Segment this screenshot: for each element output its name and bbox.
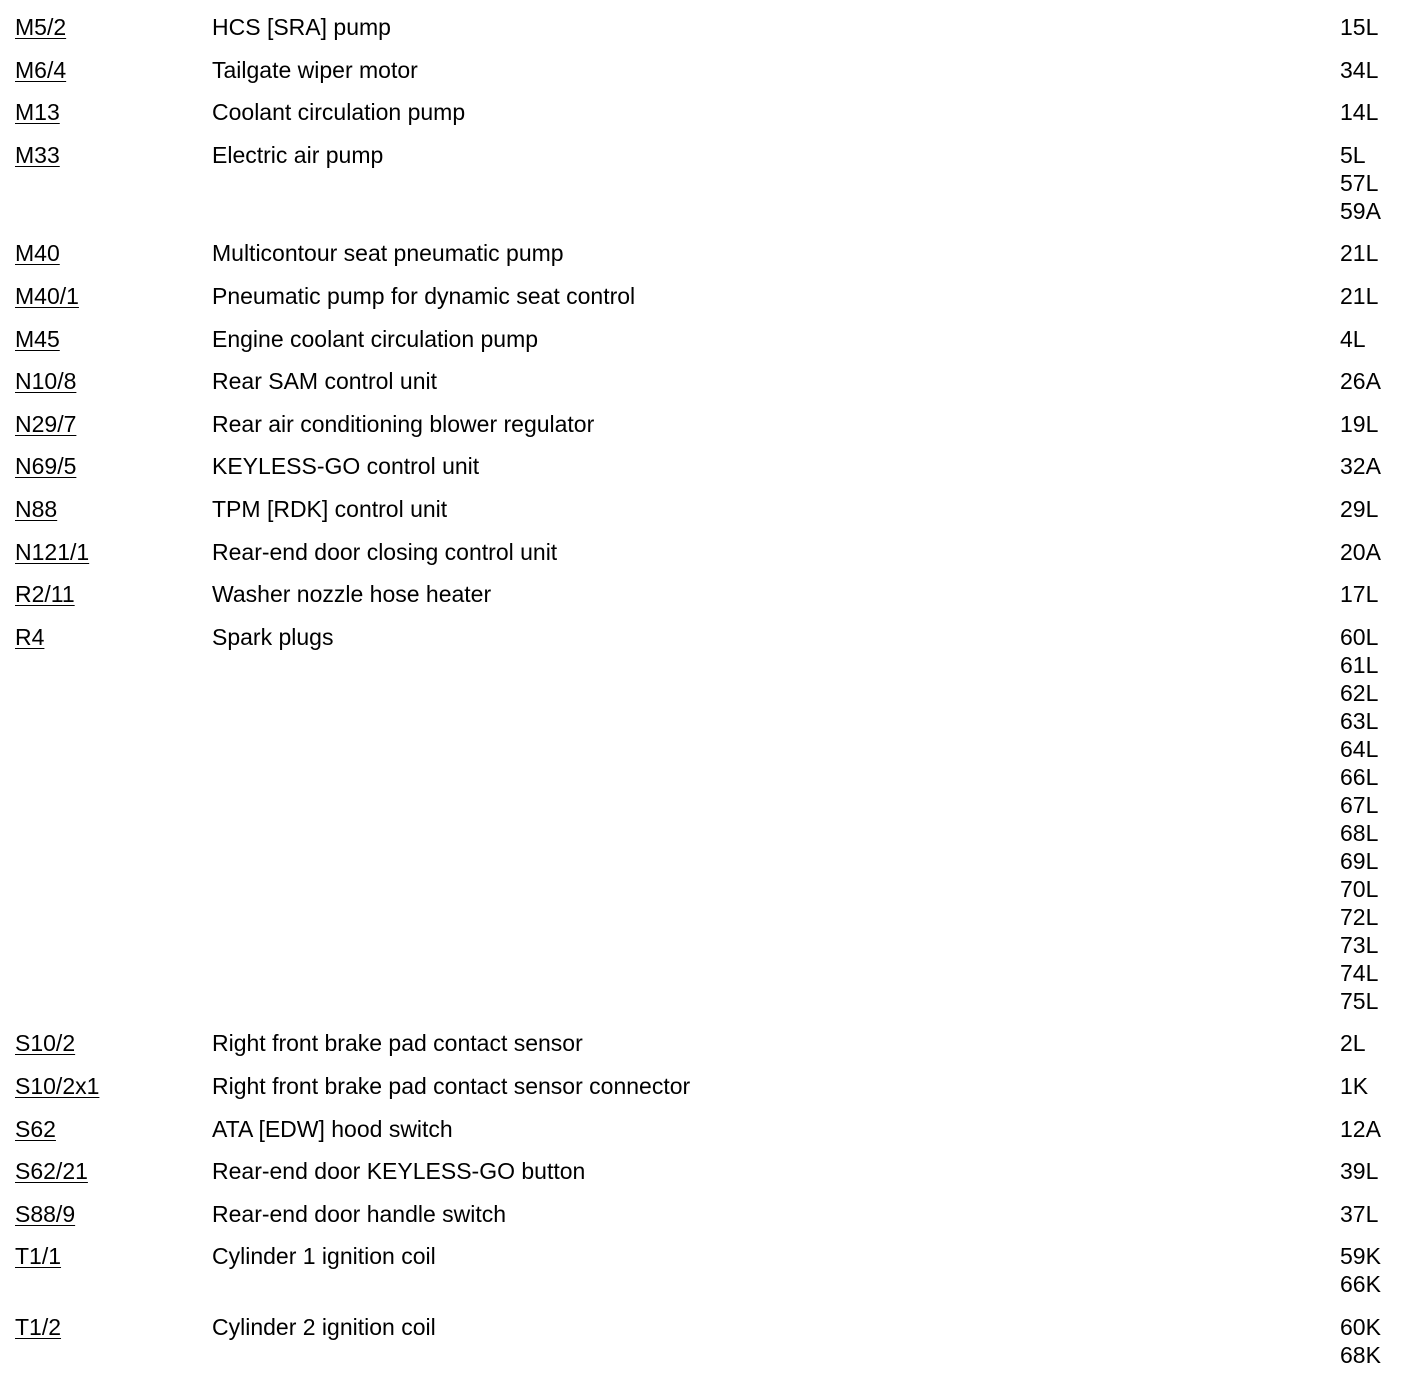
component-description: Cylinder 2 ignition coil — [212, 1313, 436, 1340]
location-code: 72L — [1340, 903, 1379, 930]
component-code-link[interactable]: R4 — [15, 623, 45, 650]
location-code: 1K — [1340, 1072, 1369, 1099]
component-description: Cylinder 1 ignition coil — [212, 1243, 436, 1270]
legend-row — [0, 1187, 1408, 1230]
location-code: 26A — [1340, 368, 1381, 395]
location-code: 37L — [1340, 1200, 1379, 1227]
component-description: KEYLESS-GO control unit — [212, 453, 480, 480]
legend-row — [0, 354, 1408, 397]
component-locations — [1340, 452, 1381, 480]
location-code: 21L — [1340, 240, 1379, 267]
component-description: ATA [EDW] hood switch — [212, 1115, 453, 1142]
component-locations — [1340, 410, 1378, 438]
legend-row — [0, 1059, 1408, 1102]
component-locations — [1340, 580, 1378, 608]
component-description: Rear-end door KEYLESS-GO button — [212, 1158, 586, 1185]
legend-row — [0, 312, 1408, 355]
legend-row — [0, 439, 1408, 482]
component-description: Washer nozzle hose heater — [212, 581, 492, 608]
location-code: 4L — [1340, 325, 1366, 352]
location-code: 75L — [1340, 987, 1379, 1014]
component-code-link[interactable]: S10/2 — [15, 1030, 76, 1057]
location-code: 69L — [1340, 847, 1379, 874]
component-locations — [1340, 623, 1378, 1015]
component-description: TPM [RDK] control unit — [212, 495, 448, 522]
legend-row — [0, 128, 1408, 227]
legend-row — [0, 525, 1408, 568]
legend-row — [0, 0, 1408, 43]
component-description: Electric air pump — [212, 141, 384, 168]
component-locations — [1340, 325, 1366, 353]
component-code-link[interactable]: M5/2 — [15, 14, 67, 40]
component-description: Tailgate wiper motor — [212, 56, 418, 83]
component-code-link[interactable]: T1/1 — [15, 1243, 62, 1270]
location-code: 57L — [1340, 169, 1379, 196]
legend-row — [0, 1144, 1408, 1187]
location-code: 70L — [1340, 875, 1379, 902]
location-code: 20A — [1340, 538, 1381, 565]
component-code-link[interactable]: M40/1 — [15, 282, 79, 309]
legend-row — [0, 1229, 1408, 1300]
component-locations — [1340, 239, 1378, 267]
legend-row — [0, 1016, 1408, 1059]
component-description: Multicontour seat pneumatic pump — [212, 240, 564, 267]
component-code-link[interactable]: N121/1 — [15, 538, 90, 565]
location-code: 19L — [1340, 410, 1379, 437]
location-code: 63L — [1340, 707, 1379, 734]
component-locations — [1340, 495, 1378, 523]
component-locations — [1340, 538, 1381, 566]
legend-row — [0, 43, 1408, 86]
location-code: 29L — [1340, 495, 1379, 522]
component-code-link[interactable]: S10/2x1 — [15, 1072, 100, 1099]
legend-row — [0, 1102, 1408, 1145]
component-code-link[interactable]: N88 — [15, 495, 58, 522]
component-code-link[interactable]: T1/2 — [15, 1313, 62, 1340]
component-description: Pneumatic pump for dynamic seat control — [212, 282, 636, 309]
component-description: HCS [SRA] pump — [212, 14, 391, 40]
component-locations — [1340, 13, 1378, 41]
component-locations — [1340, 1200, 1378, 1228]
location-code: 60L — [1340, 623, 1379, 650]
location-code: 68K — [1340, 1341, 1381, 1368]
component-description: Engine coolant circulation pump — [212, 325, 539, 352]
component-locations — [1340, 98, 1378, 126]
component-code-link[interactable]: M33 — [15, 141, 60, 168]
component-locations — [1340, 1029, 1366, 1057]
component-code-link[interactable]: R2/11 — [15, 581, 75, 608]
component-code-link[interactable]: S88/9 — [15, 1200, 76, 1227]
component-code-link[interactable]: M40 — [15, 240, 60, 267]
legend-row — [0, 269, 1408, 312]
component-description: Right front brake pad contact sensor connector — [212, 1072, 691, 1099]
location-code: 5L — [1340, 141, 1366, 168]
component-description: Right front brake pad contact sensor — [212, 1030, 583, 1057]
component-locations — [1340, 1242, 1381, 1298]
location-code: 2L — [1340, 1030, 1366, 1057]
location-code: 21L — [1340, 282, 1379, 309]
component-code-link[interactable]: N69/5 — [15, 453, 77, 480]
component-code-link[interactable]: N10/8 — [15, 368, 77, 395]
component-locations — [1340, 1313, 1381, 1369]
location-code: 62L — [1340, 679, 1379, 706]
component-description: Rear air conditioning blower regulator — [212, 410, 595, 437]
location-code: 60K — [1340, 1313, 1381, 1340]
location-code: 34L — [1340, 56, 1379, 83]
component-description: Coolant circulation pump — [212, 99, 466, 126]
component-locations — [1340, 141, 1381, 225]
location-code: 61L — [1340, 651, 1379, 678]
location-code: 64L — [1340, 735, 1379, 762]
component-description: Rear-end door closing control unit — [212, 538, 558, 565]
location-code: 74L — [1340, 959, 1379, 986]
location-code: 14L — [1340, 99, 1379, 126]
location-code: 59A — [1340, 197, 1381, 224]
location-code: 32A — [1340, 453, 1381, 480]
location-code: 66K — [1340, 1271, 1381, 1298]
legend-row — [0, 482, 1408, 525]
component-code-link[interactable]: M6/4 — [15, 56, 67, 83]
location-code: 67L — [1340, 791, 1379, 818]
legend-row — [0, 567, 1408, 610]
component-description: Spark plugs — [212, 623, 334, 650]
component-locations — [1340, 56, 1378, 84]
component-description: Rear-end door handle switch — [212, 1200, 507, 1227]
location-code: 12A — [1340, 1115, 1381, 1142]
legend-row — [0, 85, 1408, 128]
legend-row — [0, 226, 1408, 269]
component-locations — [1340, 1115, 1381, 1143]
component-locations — [1340, 282, 1378, 310]
component-code-link[interactable]: S62 — [15, 1115, 56, 1142]
location-code: 15L — [1340, 14, 1379, 40]
component-locations — [1340, 1157, 1378, 1185]
location-code: 39L — [1340, 1158, 1379, 1185]
location-code: 59K — [1340, 1243, 1381, 1270]
location-code: 17L — [1340, 581, 1379, 608]
component-locations — [1340, 367, 1381, 395]
component-locations — [1340, 1072, 1368, 1100]
location-code: 68L — [1340, 819, 1379, 846]
component-code-link[interactable]: S62/21 — [15, 1158, 88, 1185]
location-code: 66L — [1340, 763, 1379, 790]
component-code-link[interactable]: M13 — [15, 99, 60, 126]
location-code: 73L — [1340, 931, 1379, 958]
legend-row — [0, 1300, 1408, 1371]
legend-row — [0, 610, 1408, 1017]
legend-row — [0, 397, 1408, 440]
component-code-link[interactable]: N29/7 — [15, 410, 77, 437]
component-code-link[interactable]: M45 — [15, 325, 60, 352]
component-description: Rear SAM control unit — [212, 368, 437, 395]
